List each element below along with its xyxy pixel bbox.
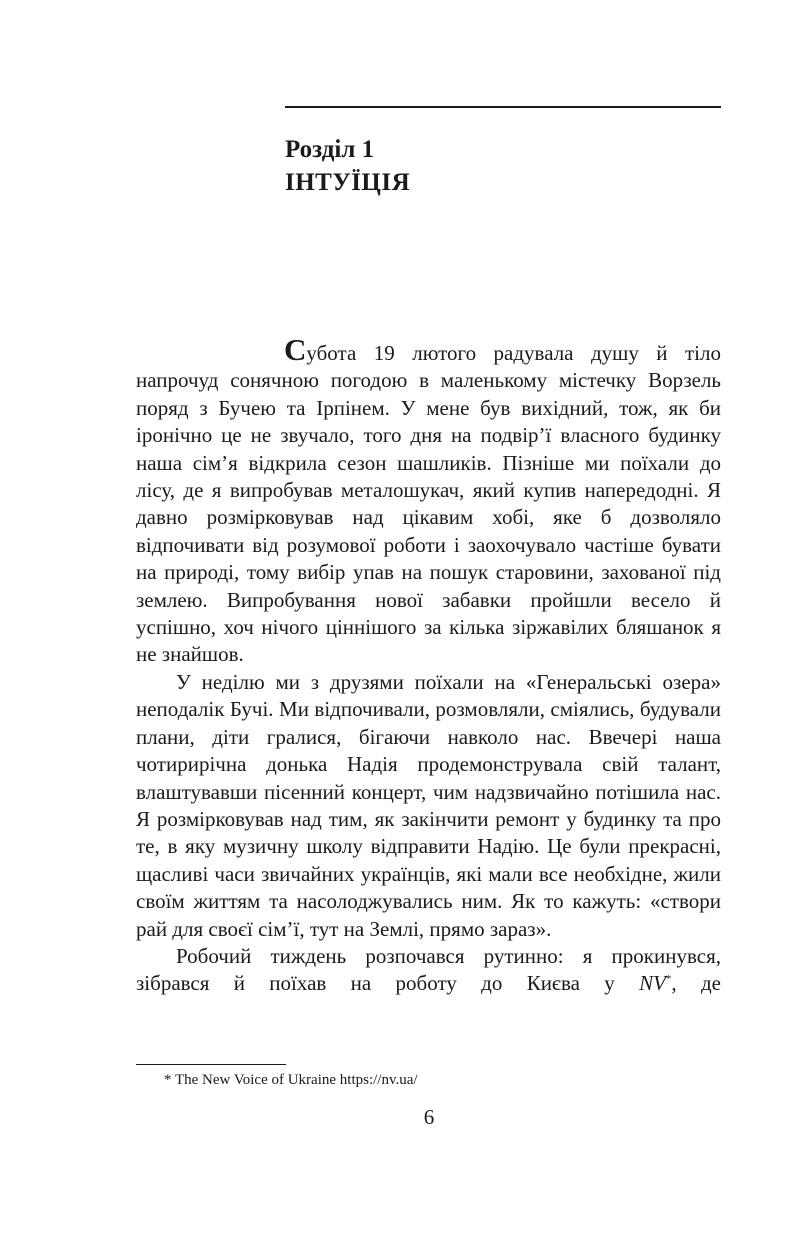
paragraph-3-tail: , де	[671, 971, 721, 996]
footnote-mark[interactable]: *	[665, 973, 672, 986]
chapter-label: Розділ 1	[285, 136, 375, 163]
publication-name: NV	[639, 971, 666, 996]
paragraph-2: У неділю ми з друзями поїхали на «Генеральські озера» неподалік Бучі. Ми відпочивали, розмовляли, сміялись, будували плани, діти гралися, бігаючи навколо нас. Ввечері наша чотирирічна донька Надія продемонструвала свій талант, влаштувавши пісенний концерт, чим надзвичайно потішила нас. Я розмірковував над тим, як закінчити ремонт у будинку та про те, в яку музичну школу відправити Надію. Це були прекрасні, щасливі часи звичайних українців, які мали все необхідне, жили своїм життям та насолоджувались ним. Як то кажуть: «створи рай для своєї сім’ї, тут на Землі, прямо зараз».	[136, 669, 721, 941]
drop-cap: С	[284, 332, 307, 367]
paragraph-3-text: Робочий тиждень розпочався рутинно: я прокинувся, зібрався й поїхав на роботу до Києва у	[136, 943, 721, 996]
paragraph-1-text: убота 19 лютого радувала душу й тіло напрочуд сонячною погодою в маленькому містечку Ворзель поряд з Бучею та Ірпінем. У мене був вихідний, тож, як би іронічно це не звучало, того дня на подвір’ї власного будинку наша сім’я відкрила сезон шашликів. Пізніше ми поїхали до лісу, де я випробував металошукач, який купив напередодні. Я давно розмірковував над цікавим хобі, яке б дозволяло відпочивати від розумової роботи і заохочувало частіше бувати на природі, тому вибір упав на пошук старовини, захованої під землею. Випробування нової забавки пройшли весело й успішно, хоч нічого ціннішого за кілька зіржавілих бляшанок я не знайшов.	[136, 341, 721, 667]
chapter-body	[136, 332, 721, 998]
chapter-top-rule	[285, 106, 721, 108]
footnote: * The New Voice of Ukraine https://nv.ua/	[164, 1072, 418, 1088]
footnote-rule	[136, 1064, 286, 1065]
chapter-title: ІНТУЇЦІЯ	[285, 169, 411, 196]
page-number: 6	[423, 1105, 435, 1129]
paragraph-1	[136, 332, 721, 669]
paragraph-3	[136, 943, 721, 998]
